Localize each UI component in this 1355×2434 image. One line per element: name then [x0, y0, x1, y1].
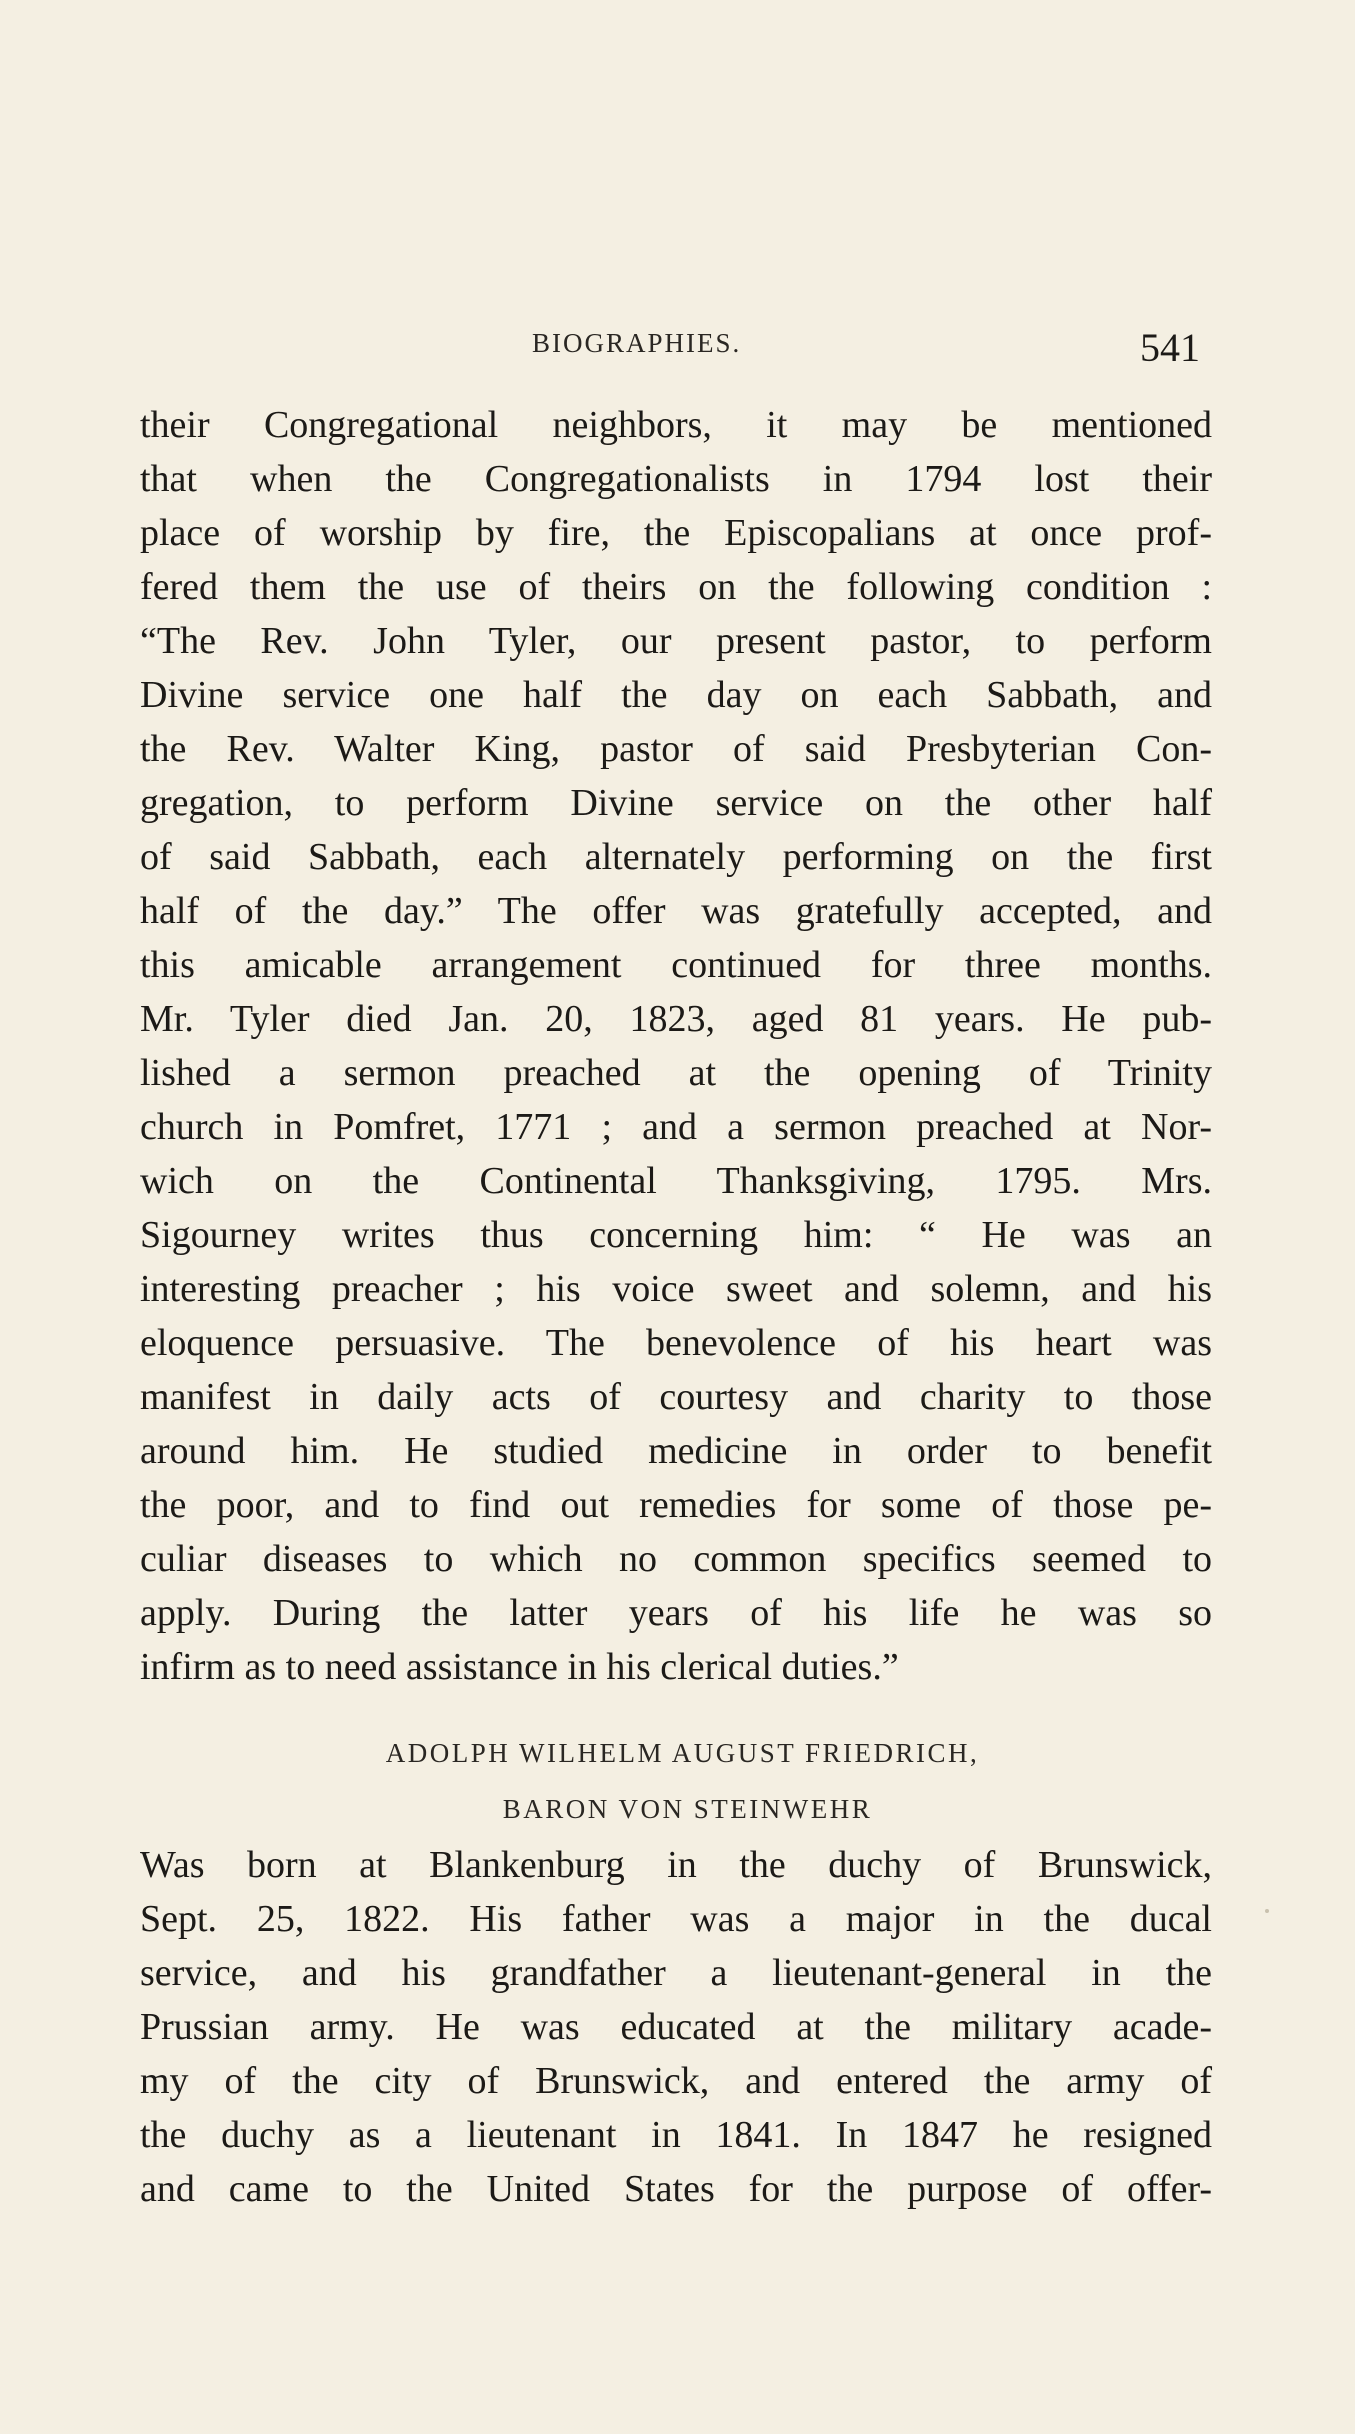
text-line: this amicable arrangement continued for three months.	[140, 944, 1212, 986]
text-line: eloquence persuasive. The benevolence of his heart was	[140, 1322, 1212, 1364]
section-heading-line-2: BARON VON STEINWEHR	[502, 1794, 873, 1824]
text-line: service, and his grandfather a lieutenant-general in the	[140, 1952, 1212, 1994]
text-line: infirm as to need assistance in his clerical duties.”	[140, 1646, 899, 1688]
text-line: Divine service one half the day on each Sabbath, and	[140, 674, 1212, 716]
text-line: fered them the use of theirs on the following condition :	[140, 566, 1212, 608]
text-line: Was born at Blankenburg in the duchy of Brunswick,	[140, 1844, 1212, 1886]
text-line: culiar diseases to which no common specifics seemed to	[140, 1538, 1212, 1580]
text-line: Sigourney writes thus concerning him: “ He was an	[140, 1214, 1212, 1256]
text-line: Sept. 25, 1822. His father was a major in the ducal	[140, 1898, 1212, 1940]
text-line: that when the Congregationalists in 1794 lost their	[140, 458, 1212, 500]
paper-speck	[1265, 1909, 1269, 1913]
text-line: manifest in daily acts of courtesy and charity to those	[140, 1376, 1212, 1418]
text-line: their Congregational neighbors, it may be mentioned	[140, 404, 1212, 446]
text-line: “The Rev. John Tyler, our present pastor, to perform	[140, 620, 1212, 662]
text-line: the duchy as a lieutenant in 1841. In 1847 he resigned	[140, 2114, 1212, 2156]
text-line: lished a sermon preached at the opening of Trinity	[140, 1052, 1212, 1094]
text-line: the Rev. Walter King, pastor of said Presbyterian Con-	[140, 728, 1212, 770]
text-line: my of the city of Brunswick, and entered the army of	[140, 2060, 1212, 2102]
paragraph-steinwehr	[140, 1838, 1212, 2216]
section-heading-line-1: ADOLPH WILHELM AUGUST FRIEDRICH,	[385, 1738, 980, 1768]
text-line: wich on the Continental Thanksgiving, 1795. Mrs.	[140, 1160, 1212, 1202]
text-line: the poor, and to find out remedies for some of those pe-	[140, 1484, 1212, 1526]
text-line: church in Pomfret, 1771 ; and a sermon preached at Nor-	[140, 1106, 1212, 1148]
text-line: gregation, to perform Divine service on the other half	[140, 782, 1212, 824]
text-line: Prussian army. He was educated at the military acade-	[140, 2006, 1212, 2048]
running-title: BIOGRAPHIES.	[532, 328, 742, 358]
text-line: place of worship by fire, the Episcopalians at once prof-	[140, 512, 1212, 554]
text-line: interesting preacher ; his voice sweet and solemn, and his	[140, 1268, 1212, 1310]
page-header	[0, 325, 1355, 388]
text-line: and came to the United States for the purpose of offer-	[140, 2168, 1212, 2210]
text-line: apply. During the latter years of his life he was so	[140, 1592, 1212, 1634]
page-number: 541	[1140, 325, 1200, 370]
text-line: Mr. Tyler died Jan. 20, 1823, aged 81 years. He pub-	[140, 998, 1212, 1040]
text-line: of said Sabbath, each alternately performing on the first	[140, 836, 1212, 878]
text-line: half of the day.” The offer was gratefully accepted, and	[140, 890, 1212, 932]
text-line: around him. He studied medicine in order to benefit	[140, 1430, 1212, 1472]
paragraph-tyler	[140, 398, 1212, 1694]
